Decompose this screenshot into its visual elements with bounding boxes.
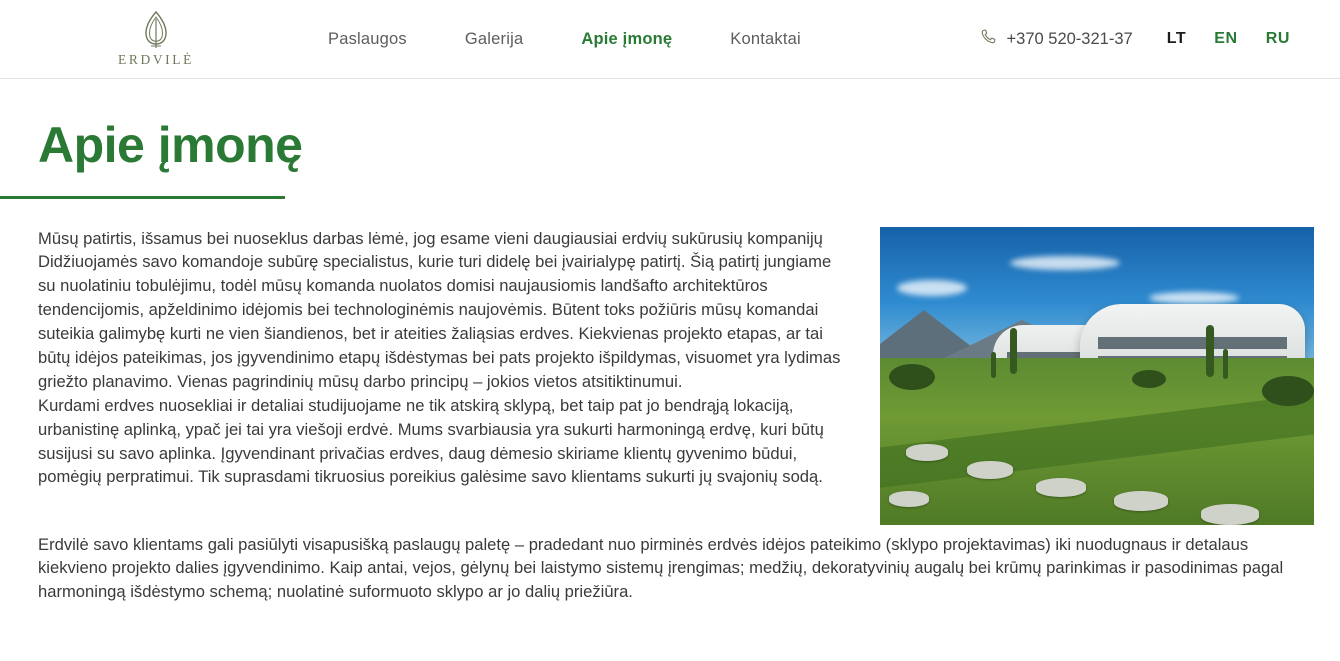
photo-cloud (1149, 292, 1239, 304)
photo-shrub (889, 364, 935, 390)
about-paragraph-2: Didžiuojamės savo komandoje subūrę specialistus, kurie turi didelę bei įvairialypę patirtį. Šią patirtį jungiame su nuolatiniu tobulėjimu, todėl mūsų komanda nuolatos domisi naujausiomis landšafto architektūros tendencijomis, apželdinimo idėjomis bei technologinėmis naujovėmis. Būtent toks požiūris mūsų komandai suteikia galimybę kurti ne vien šiandienos, bet ir ateities žaliąsias erdves. Kiekvienas projekto etapas, ar tai būtų idėjos pateikimas, jos įgyvendinimo etapų išdėstymas bei pats projekto išpildymas, visuomet yra lydimas griežto planavimo. Vienas pagrindinių mūsų darbo principų – jokios vietos atsitiktinumui. (38, 252, 841, 391)
about-text-column (38, 227, 842, 490)
photo-cactus (1223, 349, 1228, 379)
photo-cactus (1010, 328, 1017, 374)
about-bottom-text (0, 525, 1340, 605)
phone-icon (980, 28, 997, 50)
logo[interactable] (96, 10, 216, 68)
logo-text: ERDVILĖ (118, 52, 194, 67)
site-header (0, 0, 1340, 79)
phone-link[interactable] (980, 28, 1133, 50)
about-paragraph-4: Erdvilė savo klientams gali pasiūlyti visapusišką paslaugų paletę – pradedant nuo pirminės erdvės idėjos pateikimo (sklypo projektavimas) iki nuodugnaus ir detalaus kiekvieno projekto dalies įgyvendinimo. Kaip antai, vejos, gėlynų bei laistymo sistemų įrengimas; medžių, dekoratyvinių augalų bei krūmų parinkimas ir pasodinimas pagal harmoningą išdėstymo schemą; nuolatinė suformuoto sklypo ar jo dalių priežiūra. (38, 534, 1284, 602)
tree-logo-icon (139, 10, 173, 50)
lang-lt[interactable]: LT (1166, 30, 1187, 47)
photo-lawn (880, 358, 1314, 525)
nav-item-apie-imone[interactable]: Apie įmonę (581, 29, 673, 48)
nav-item-galerija[interactable]: Galerija (464, 29, 524, 48)
about-paragraph-1: Mūsų patirtis, išsamus bei nuoseklus darbas lėmė, jog esame vieni daugiausiai erdvių sukūrusių kompanijų (38, 228, 823, 248)
photo-cactus (1206, 325, 1214, 377)
about-content (0, 199, 1340, 525)
page-title: Apie įmonę (38, 117, 303, 173)
photo-cactus (991, 352, 996, 378)
page-title-block (0, 79, 1340, 199)
lang-en[interactable]: EN (1214, 30, 1238, 47)
photo-shrub (1262, 376, 1314, 406)
about-photo (880, 227, 1314, 525)
about-paragraph-3: Kurdami erdves nuosekliai ir detaliai studijuojame ne tik atskirą sklypą, bet taip pat jo bendrąją lokaciją, urbanistinę aplinką, ypač jei tai yra viešoji erdvė. Mums svarbiausia yra sukurti harmoningą erdvę, kuri būtų susijusi su savo aplinka. Įgyvendinant privačias erdves, daug dėmesio skiriame klientų gyvenimo būdui, pomėgių perpratimui. Tik suprasdami tikruosius poreikius galėsime savo klientams sukurti jų svajonių sodą. (38, 395, 824, 487)
lang-ru[interactable]: RU (1265, 30, 1290, 47)
nav-item-kontaktai[interactable]: Kontaktai (730, 29, 801, 48)
language-switcher (1167, 30, 1290, 48)
nav-item-paslaugos[interactable]: Paslaugos (328, 29, 407, 48)
main-navigation (328, 30, 801, 49)
phone-number: +370 520-321-37 (1006, 29, 1133, 48)
photo-shrub (1132, 370, 1166, 388)
